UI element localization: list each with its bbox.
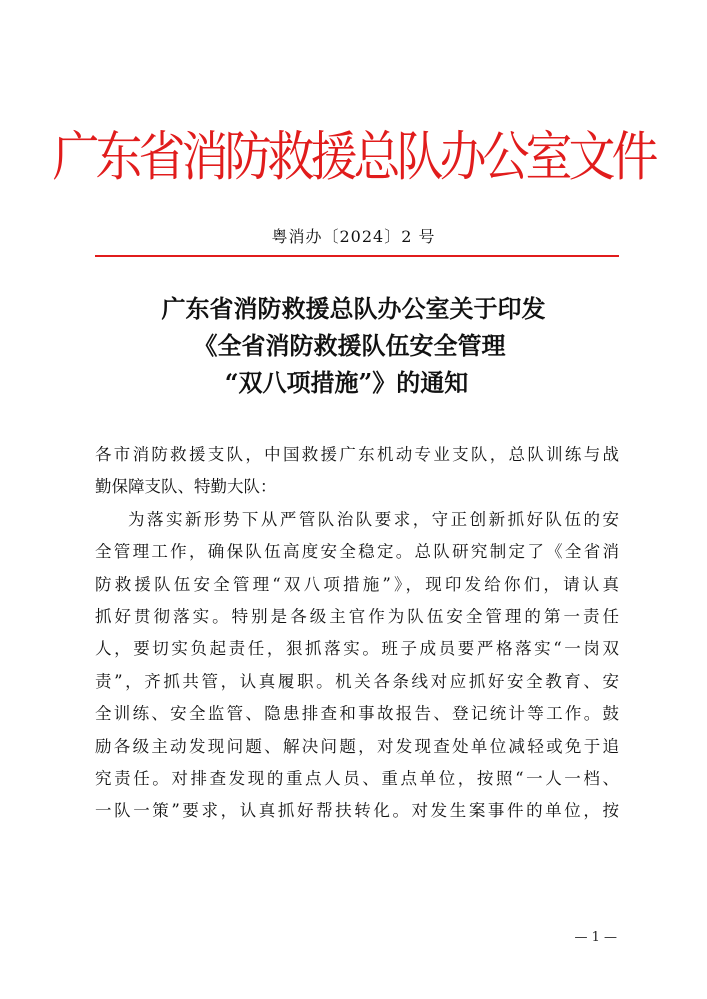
paragraph-line: 一队一策”要求，认真抓好帮扶转化。对发生案事件的单位，按 xyxy=(95,801,619,821)
document-body xyxy=(95,439,619,828)
red-divider-line xyxy=(95,255,619,257)
title-line-3: “双八项措施”》的通知 xyxy=(224,368,469,397)
title-line-1: 广东省消防救援总队办公室关于印发 xyxy=(161,294,546,323)
page-number: — 1 — xyxy=(574,930,617,945)
addressee-line: 勤保障支队、特勤大队： xyxy=(95,477,277,497)
paragraph-line: 为落实新形势下从严管队治队要求，守正创新抓好队伍的安 xyxy=(128,509,619,529)
paragraph-line: 究责任。对排查发现的重点人员、重点单位，按照“一人一档、 xyxy=(95,768,619,788)
paragraph-line: 励各级主动发现问题、解决问题，对发现查处单位减轻或免于追 xyxy=(95,736,619,756)
paragraph-line: 全训练、安全监管、隐患排查和事故报告、登记统计等工作。鼓 xyxy=(95,704,619,724)
document-number: 粤消办〔2024〕2 号 xyxy=(271,227,436,246)
document-title xyxy=(60,290,647,401)
paragraph-line: 抓好贯彻落实。特别是各级主官作为队伍安全管理的第一责任 xyxy=(95,606,619,626)
paragraph-line: 全管理工作，确保队伍高度安全稳定。总队研究制定了《全省消 xyxy=(95,542,619,562)
paragraph-line: 防救援队伍安全管理“双八项措施”》，现印发给你们，请认真 xyxy=(95,574,619,594)
paragraph-line: 责”，齐抓共管，认真履职。机关各条线对应抓好安全教育、安 xyxy=(95,671,619,691)
title-line-2: 《全省消防救援队伍安全管理 xyxy=(193,331,506,360)
addressee-line: 各市消防救援支队，中国救援广东机动专业支队，总队训练与战 xyxy=(95,445,619,464)
document-masthead: 广东省消防救援总队办公室文件 xyxy=(52,126,655,189)
paragraph-line: 人，要切实负起责任，狠抓落实。班子成员要严格落实“一岗双 xyxy=(95,639,619,659)
